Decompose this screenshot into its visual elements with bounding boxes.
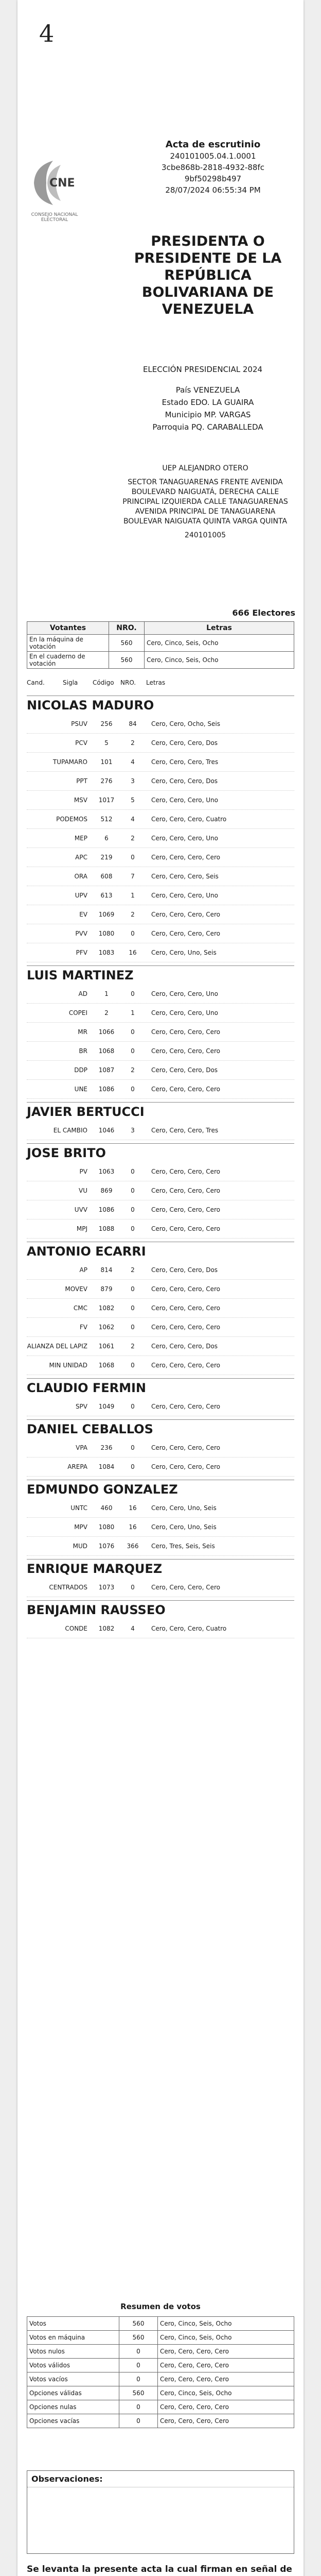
party-letras: Cero, Cero, Cero, Uno	[151, 796, 218, 804]
party-votos: 0	[131, 1304, 135, 1312]
party-org: APC	[75, 854, 87, 861]
acta-title: Acta de escrutinio	[165, 139, 261, 150]
table-row: Votos válidos 0 Cero, Cero, Cero, Cero	[27, 2359, 294, 2372]
party-letras: Cero, Cero, Cero, Tres	[151, 1127, 219, 1134]
party-votos: 0	[131, 990, 135, 997]
candidate-party-row	[27, 1518, 294, 1537]
party-letras: Cero, Cero, Cero, Dos	[151, 1066, 218, 1074]
party-letras: Cero, Cero, Cero, Cero	[151, 1206, 220, 1213]
party-org: MIN UNIDAD	[49, 1362, 87, 1369]
candidate-name: JAVIER BERTUCCI	[27, 1102, 294, 1121]
party-letras: Cero, Cero, Cero, Cuatro	[151, 1625, 227, 1632]
party-boleta: 608	[100, 873, 113, 880]
candidate-party-row	[27, 1318, 294, 1337]
party-boleta: 219	[100, 854, 113, 861]
candidate-party-row	[27, 905, 294, 924]
party-org: AREPA	[67, 1463, 87, 1470]
party-boleta: 1069	[98, 911, 115, 918]
logo-caption: CONSEJO NACIONAL ELECTORAL	[31, 212, 78, 223]
party-boleta: 1049	[98, 1403, 115, 1410]
party-boleta: 1080	[98, 1523, 115, 1531]
page-title: PRESIDENTA O PRESIDENTE DE LA REPÚBLICA BOLIVARIANA DE VENEZUELA	[134, 233, 282, 317]
party-boleta: 1086	[98, 1206, 115, 1213]
party-letras: Cero, Cero, Uno, Seis	[151, 1523, 217, 1531]
candidate-party-row	[27, 829, 294, 848]
party-org: UNTC	[70, 1504, 87, 1512]
party-votos: 0	[131, 1047, 135, 1055]
party-letras: Cero, Cero, Cero, Cero	[151, 1403, 220, 1410]
candidate-party-row	[27, 1458, 294, 1477]
party-votos: 84	[129, 720, 137, 727]
candidate-party-row	[27, 1397, 294, 1416]
candidate-party-row	[27, 943, 294, 962]
party-votos: 5	[131, 796, 135, 804]
table-row: Votos vacíos 0 Cero, Cero, Cero, Cero	[27, 2372, 294, 2386]
location-parroquia: Parroquia PQ. CARABALLEDA	[152, 422, 263, 432]
party-boleta: 869	[100, 1187, 113, 1194]
party-votos: 0	[131, 1324, 135, 1331]
candidate-party-row	[27, 1299, 294, 1318]
party-letras: Cero, Cero, Uno, Seis	[151, 949, 217, 956]
candidate-party-row	[27, 810, 294, 829]
party-votos: 3	[131, 1127, 135, 1134]
party-org: PV	[79, 1168, 87, 1175]
candidate-party-row	[27, 1619, 294, 1638]
party-boleta: 1088	[98, 1225, 115, 1232]
party-boleta: 256	[100, 720, 113, 727]
party-votos: 2	[131, 911, 135, 918]
party-votos: 0	[131, 1168, 135, 1175]
party-boleta: 1084	[98, 1463, 115, 1470]
table-row: Opciones válidas 560 Cero, Cinco, Seis, Ocho	[27, 2386, 294, 2400]
party-votos: 4	[131, 1625, 135, 1632]
party-votos: 366	[127, 1543, 139, 1550]
party-boleta: 1066	[98, 1028, 115, 1036]
party-org: UNE	[74, 1086, 87, 1093]
party-org: ORA	[74, 873, 87, 880]
party-org: VPA	[76, 1444, 87, 1451]
party-boleta: 236	[100, 1444, 113, 1451]
candidate-party-row	[27, 1261, 294, 1280]
party-org: PODEMOS	[56, 816, 87, 823]
party-org: VU	[79, 1187, 87, 1194]
party-org: MOVEV	[65, 1285, 87, 1293]
party-boleta: 1068	[98, 1047, 115, 1055]
party-letras: Cero, Cero, Cero, Cero	[151, 1285, 220, 1293]
acta-receipt	[17, 0, 304, 2576]
party-votos: 0	[131, 1463, 135, 1470]
party-org: AP	[79, 1266, 87, 1274]
party-letras: Cero, Cero, Cero, Uno	[151, 835, 218, 842]
col-votantes: Votantes	[27, 622, 109, 635]
party-org: MSV	[74, 796, 87, 804]
party-org: MPJ	[76, 1225, 87, 1232]
party-org: TUPAMARO	[52, 758, 87, 766]
acta-code-line-2: 9bf50298b497	[184, 174, 242, 183]
party-letras: Cero, Cero, Cero, Seis	[151, 873, 219, 880]
candidate-party-row	[27, 1200, 294, 1219]
party-boleta: 276	[100, 777, 113, 785]
table-row: Opciones nulas 0 Cero, Cero, Cero, Cero	[27, 2400, 294, 2414]
candidate-party-row	[27, 1023, 294, 1042]
candidate-party-row	[27, 1337, 294, 1356]
party-letras: Cero, Cero, Cero, Dos	[151, 1266, 218, 1274]
cne-logo-icon	[30, 155, 76, 211]
party-letras: Cero, Tres, Seis, Seis	[151, 1543, 215, 1550]
candidate-name: JOSE BRITO	[27, 1143, 294, 1162]
table-header-row	[27, 622, 294, 635]
party-votos: 1	[131, 1009, 135, 1016]
candidate-party-row	[27, 1080, 294, 1099]
candidate-party-row	[27, 753, 294, 772]
party-org: EV	[79, 911, 87, 918]
party-org: UPV	[75, 892, 87, 899]
party-boleta: 814	[100, 1266, 113, 1274]
party-votos: 1	[131, 892, 135, 899]
party-letras: Cero, Cero, Cero, Uno	[151, 990, 218, 997]
table-row: En el cuaderno de votación 560 Cero, Cinco, Seis, Ocho	[27, 652, 294, 669]
candidates-list	[27, 692, 294, 1638]
election-name: ELECCIÓN PRESIDENCIAL 2024	[142, 365, 263, 374]
party-letras: Cero, Cero, Cero, Cero	[151, 911, 220, 918]
party-votos: 2	[131, 739, 135, 747]
location-estado: Estado EDO. LA GUAIRA	[162, 398, 254, 407]
party-votos: 0	[131, 1086, 135, 1093]
candidates-subheader: Cand. Sigla Código NRO. Letras	[27, 679, 166, 686]
party-boleta: 1082	[98, 1625, 115, 1632]
candidate-name: ENRIQUE MARQUEZ	[27, 1559, 294, 1578]
party-org: PFV	[76, 949, 87, 956]
party-letras: Cero, Cero, Cero, Tres	[151, 758, 219, 766]
party-org: MPV	[74, 1523, 87, 1531]
candidate-party-row	[27, 734, 294, 753]
candidate-party-row	[27, 1537, 294, 1556]
closing-note: Se levanta la presente acta la cual firman en señal de	[27, 2564, 292, 2574]
party-letras: Cero, Cero, Cero, Cero	[151, 1304, 220, 1312]
party-boleta: 460	[100, 1504, 113, 1512]
candidate-party-row	[27, 1162, 294, 1181]
party-votos: 0	[131, 1285, 135, 1293]
party-letras: Cero, Cero, Cero, Cero	[151, 930, 220, 937]
party-org: SPV	[75, 1403, 87, 1410]
party-boleta: 512	[100, 816, 113, 823]
candidate-party-row	[27, 985, 294, 1004]
party-votos: 16	[129, 1504, 137, 1512]
party-letras: Cero, Cero, Cero, Dos	[151, 1343, 218, 1350]
candidate-party-row	[27, 1042, 294, 1061]
party-letras: Cero, Cero, Cero, Cero	[151, 1225, 220, 1232]
party-org: CENTRADOS	[49, 1584, 87, 1591]
party-org: CMC	[73, 1304, 87, 1312]
party-letras: Cero, Cero, Cero, Cuatro	[151, 816, 227, 823]
party-votos: 7	[131, 873, 135, 880]
party-boleta: 1061	[98, 1343, 115, 1350]
electores-count: 666 Electores	[232, 608, 295, 618]
party-boleta: 1	[104, 990, 109, 997]
party-votos: 4	[131, 816, 135, 823]
party-votos: 0	[131, 1584, 135, 1591]
party-letras: Cero, Cero, Cero, Dos	[151, 739, 218, 747]
page-number-mark: 4	[39, 20, 55, 47]
candidate-party-row	[27, 772, 294, 791]
party-votos: 0	[131, 1225, 135, 1232]
party-votos: 4	[131, 758, 135, 766]
observaciones-box	[27, 2470, 294, 2554]
candidate-party-row	[27, 1061, 294, 1080]
table-row: En la máquina de votación 560 Cero, Cinco, Seis, Ocho	[27, 635, 294, 652]
candidate-party-row	[27, 867, 294, 886]
party-letras: Cero, Cero, Cero, Cero	[151, 854, 220, 861]
party-votos: 0	[131, 1444, 135, 1451]
party-votos: 0	[131, 1206, 135, 1213]
candidate-name: DANIEL CEBALLOS	[27, 1419, 294, 1438]
party-boleta: 1068	[98, 1362, 115, 1369]
party-letras: Cero, Cero, Cero, Dos	[151, 777, 218, 785]
party-org: BR	[79, 1047, 87, 1055]
party-letras: Cero, Cero, Uno, Seis	[151, 1504, 217, 1512]
party-org: AD	[78, 990, 87, 997]
party-votos: 0	[131, 1362, 135, 1369]
party-org: PPT	[76, 777, 87, 785]
party-letras: Cero, Cero, Cero, Cero	[151, 1047, 220, 1055]
candidate-party-row	[27, 1578, 294, 1597]
party-letras: Cero, Cero, Cero, Cero	[151, 1086, 220, 1093]
party-boleta: 1073	[98, 1584, 115, 1591]
acta-number: 240101005.04.1.0001	[170, 151, 256, 161]
party-boleta: 5	[104, 739, 109, 747]
candidate-name: ANTONIO ECARRI	[27, 1242, 294, 1261]
party-boleta: 1046	[98, 1127, 115, 1134]
party-letras: Cero, Cero, Cero, Cero	[151, 1028, 220, 1036]
party-org: PVV	[75, 930, 87, 937]
party-boleta: 613	[100, 892, 113, 899]
candidate-name: EDMUNDO GONZALEZ	[27, 1480, 294, 1499]
center-address: SECTOR TANAGUARENAS FRENTE AVENIDA BOULEVARD NAIGUATÁ, DERECHA CALLE PRINCIPAL IZQUIERDA CALLE TANAGUARENAS AVENIDA PRINCIPAL DE TANAGUARENA BOULEVAR NAIGUATA QUINTA VARGA QUINTA	[122, 478, 288, 526]
party-letras: Cero, Cero, Cero, Cero	[151, 1463, 220, 1470]
center-name: UEP ALEJANDRO OTERO	[162, 464, 248, 472]
party-org: MR	[78, 1028, 87, 1036]
party-org: COPEI	[68, 1009, 87, 1016]
party-boleta: 1076	[98, 1543, 115, 1550]
party-boleta: 1063	[98, 1168, 115, 1175]
party-votos: 0	[131, 1028, 135, 1036]
party-votos: 0	[131, 1403, 135, 1410]
party-org: PCV	[75, 739, 87, 747]
voting-center	[115, 464, 295, 540]
svg-text:CNE: CNE	[49, 177, 75, 190]
party-letras: Cero, Cero, Cero, Cero	[151, 1324, 220, 1331]
candidate-name: LUIS MARTINEZ	[27, 965, 294, 985]
table-row: Votos 560 Cero, Cinco, Seis, Ocho	[27, 2317, 294, 2331]
candidate-party-row	[27, 886, 294, 905]
party-boleta: 1086	[98, 1086, 115, 1093]
location-municipio: Municipio MP. VARGAS	[165, 410, 251, 419]
table-row: Votos nulos 0 Cero, Cero, Cero, Cero	[27, 2345, 294, 2359]
center-code: 240101005	[184, 531, 226, 539]
party-votos: 2	[131, 1343, 135, 1350]
party-boleta: 1062	[98, 1324, 115, 1331]
candidate-party-row	[27, 1438, 294, 1458]
votantes-table	[27, 621, 294, 669]
candidate-party-row	[27, 1356, 294, 1375]
party-letras: Cero, Cero, Cero, Uno	[151, 1009, 218, 1016]
party-letras: Cero, Cero, Cero, Cero	[151, 1444, 220, 1451]
party-org: FV	[79, 1324, 87, 1331]
party-boleta: 1087	[98, 1066, 115, 1074]
party-org: UVV	[74, 1206, 87, 1213]
party-boleta: 1083	[98, 949, 115, 956]
party-org: EL CAMBIO	[53, 1127, 87, 1134]
summary-table	[27, 2316, 294, 2428]
party-votos: 16	[129, 949, 137, 956]
party-org: ALIANZA DEL LAPIZ	[27, 1343, 87, 1350]
location-block	[120, 384, 295, 433]
candidate-name: CLAUDIO FERMIN	[27, 1378, 294, 1397]
location-pais: País VENEZUELA	[175, 385, 240, 395]
party-org: PSUV	[71, 720, 87, 727]
observaciones-label: Observaciones:	[27, 2471, 294, 2487]
party-letras: Cero, Cero, Cero, Uno	[151, 892, 218, 899]
party-votos: 0	[131, 1187, 135, 1194]
party-letras: Cero, Cero, Cero, Cero	[151, 1584, 220, 1591]
acta-header	[131, 139, 295, 196]
candidate-party-row	[27, 1181, 294, 1200]
candidate-party-row	[27, 848, 294, 867]
table-row: Votos en máquina 560 Cero, Cinco, Seis, Ocho	[27, 2331, 294, 2345]
candidate-party-row	[27, 1121, 294, 1140]
party-letras: Cero, Cero, Ocho, Seis	[151, 720, 221, 727]
col-letras: Letras	[145, 622, 294, 635]
party-letras: Cero, Cero, Cero, Cero	[151, 1187, 220, 1194]
summary-title: Resumen de votos	[120, 2302, 201, 2311]
party-votos: 2	[131, 835, 135, 842]
col-nro: NRO.	[109, 622, 145, 635]
candidate-party-row	[27, 791, 294, 810]
party-letras: Cero, Cero, Cero, Cero	[151, 1362, 220, 1369]
party-boleta: 1080	[98, 930, 115, 937]
candidate-name: BENJAMIN RAUSSEO	[27, 1600, 294, 1619]
acta-datetime: 28/07/2024 06:55:34 PM	[165, 185, 261, 195]
party-boleta: 1082	[98, 1304, 115, 1312]
candidate-party-row	[27, 1280, 294, 1299]
candidate-party-row	[27, 1499, 294, 1518]
party-votos: 16	[129, 1523, 137, 1531]
candidate-name: NICOLAS MADURO	[27, 696, 294, 715]
party-votos: 2	[131, 1266, 135, 1274]
party-votos: 0	[131, 854, 135, 861]
acta-code-line-1: 3cbe868b-2818-4932-88fc	[162, 163, 264, 172]
party-org: MEP	[74, 835, 87, 842]
candidate-party-row	[27, 924, 294, 943]
party-boleta: 1017	[98, 796, 115, 804]
party-boleta: 6	[104, 835, 109, 842]
party-boleta: 2	[104, 1009, 109, 1016]
candidate-party-row	[27, 1004, 294, 1023]
party-votos: 3	[131, 777, 135, 785]
candidate-party-row	[27, 715, 294, 734]
party-boleta: 101	[100, 758, 113, 766]
candidate-party-row	[27, 1219, 294, 1239]
party-org: CONDE	[65, 1625, 87, 1632]
party-boleta: 879	[100, 1285, 113, 1293]
party-votos: 2	[131, 1066, 135, 1074]
party-votos: 0	[131, 930, 135, 937]
party-org: MUD	[73, 1543, 87, 1550]
table-row: Opciones vacías 0 Cero, Cero, Cero, Cero	[27, 2414, 294, 2428]
party-letras: Cero, Cero, Cero, Cero	[151, 1168, 220, 1175]
party-org: DDP	[74, 1066, 87, 1074]
